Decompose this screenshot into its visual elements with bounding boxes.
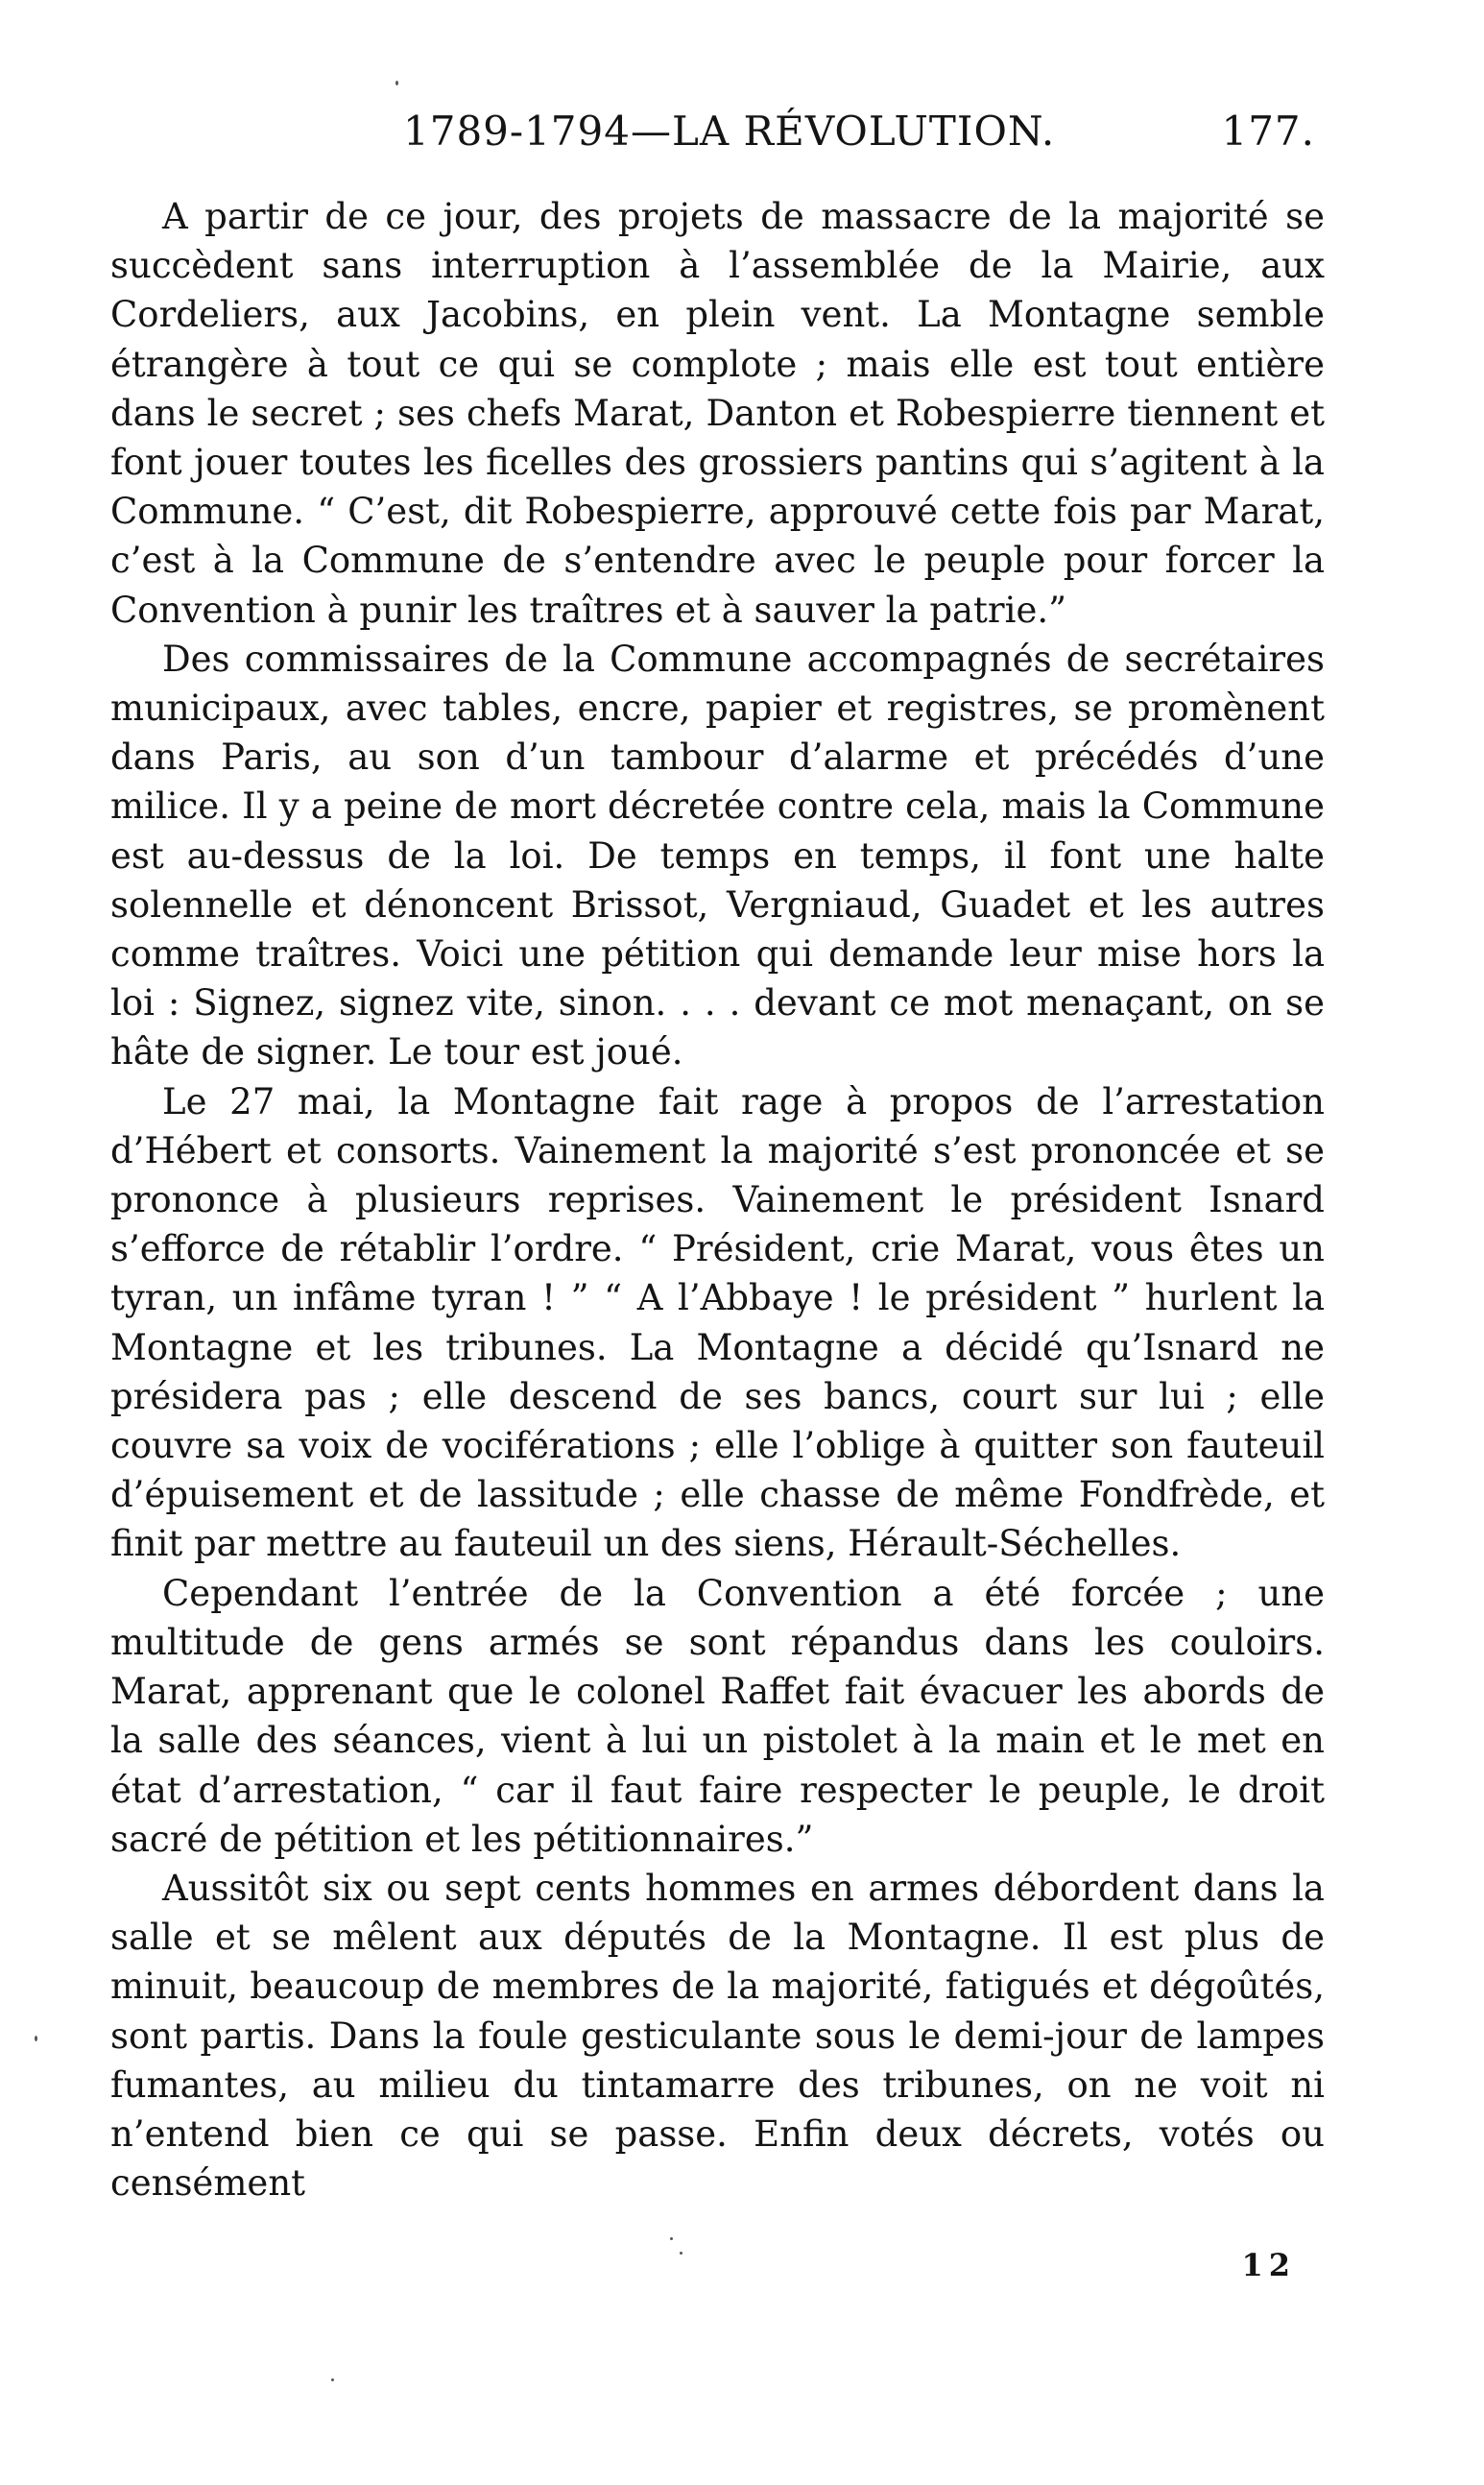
body-text: [110, 192, 1325, 2208]
paragraph-4: Cependant l’entrée de la Convention a été forcée ; une multitude de gens armés se sont répandus dans les couloirs. Marat, apprenant que le colonel Raffet fait évacuer les abords de la salle des séances, vient à lui un pistolet à la main et le met en état d’arrestation, “ car il faut faire respecter le peuple, le droit sacré de pétition et les pétitionnaires.”: [110, 1572, 1325, 1860]
running-head: [106, 108, 1325, 165]
signature-mark: 12: [1241, 2247, 1296, 2283]
print-speck: [395, 81, 398, 85]
paragraph-2: Des commissaires de la Commune accompagnés de secrétaires municipaux, avec tables, encre, papier et registres, se promènent dans Paris, au son d’un tambour d’alarme et précédés d’une milice. Il y a peine de mort décretée contre cela, mais la Commune est au-dessus de la loi. De temps en temps, il font une halte solennelle et dénoncent Brissot, Vergniaud, Guadet et les autres comme traîtres. Voici une pétition qui demande leur mise hors la loi : Signez, signez vite, sinon. . . . devant ce mot menaçant, on se hâte de signer. Le tour est joué.: [110, 638, 1325, 1074]
paragraph-5: Aussitôt six ou sept cents hommes en armes débordent dans la salle et se mêlent aux députés de la Montagne. Il est plus de minuit, beaucoup de membres de la majorité, fatigués et dégoûtés, sont partis. Dans la foule gesticulante sous le demi-jour de lampes fumantes, au milieu du tintamarre des tribunes, on ne voit ni n’entend bien ce qui se passe. Enfin deux décrets, votés ou censément: [110, 1867, 1325, 2205]
print-speck: [670, 2237, 673, 2240]
print-speck: [680, 2252, 682, 2255]
page-number: 177.: [1221, 108, 1315, 155]
running-title: 1789-1794—LA RÉVOLUTION.: [403, 108, 1056, 155]
print-speck: [331, 2378, 334, 2381]
paragraph-3: Le 27 mai, la Montagne fait rage à propos de l’arrestation d’Hébert et consorts. Vainement la majorité s’est prononcée et se prononce à plusieurs reprises. Vainement le président Isnard s’efforce de rétablir l’ordre. “ Président, crie Marat, vous êtes un tyran, un infâme tyran ! ” “ A l’Abbaye ! le président ” hurlent la Montagne et les tribunes. La Montagne a décidé qu’Isnard ne présidera pas ; elle descend de ses bancs, court sur lui ; elle couvre sa voix de vociférations ; elle l’oblige à quitter son fauteuil d’épuisement et de lassitude ; elle chasse de même Fondfrède, et finit par mettre au fauteuil un des siens, Hérault-Séchelles.: [110, 1080, 1325, 1565]
print-speck: [35, 2036, 37, 2041]
paragraph-1: A partir de ce jour, des projets de massacre de la majorité se succèdent sans interruption à l’assemblée de la Mairie, aux Cordeliers, aux Jacobins, en plein vent. La Montagne semble étrangère à tout ce qui se complote ; mais elle est tout entière dans le secret ; ses chefs Marat, Danton et Robespierre tiennent et font jouer toutes les ficelles des grossiers pantins qui s’agitent à la Commune. “ C’est, dit Robespierre, approuvé cette fois par Marat, c’est à la Commune de s’entendre avec le peuple pour forcer la Convention à punir les traîtres et à sauver la patrie.”: [110, 196, 1325, 631]
